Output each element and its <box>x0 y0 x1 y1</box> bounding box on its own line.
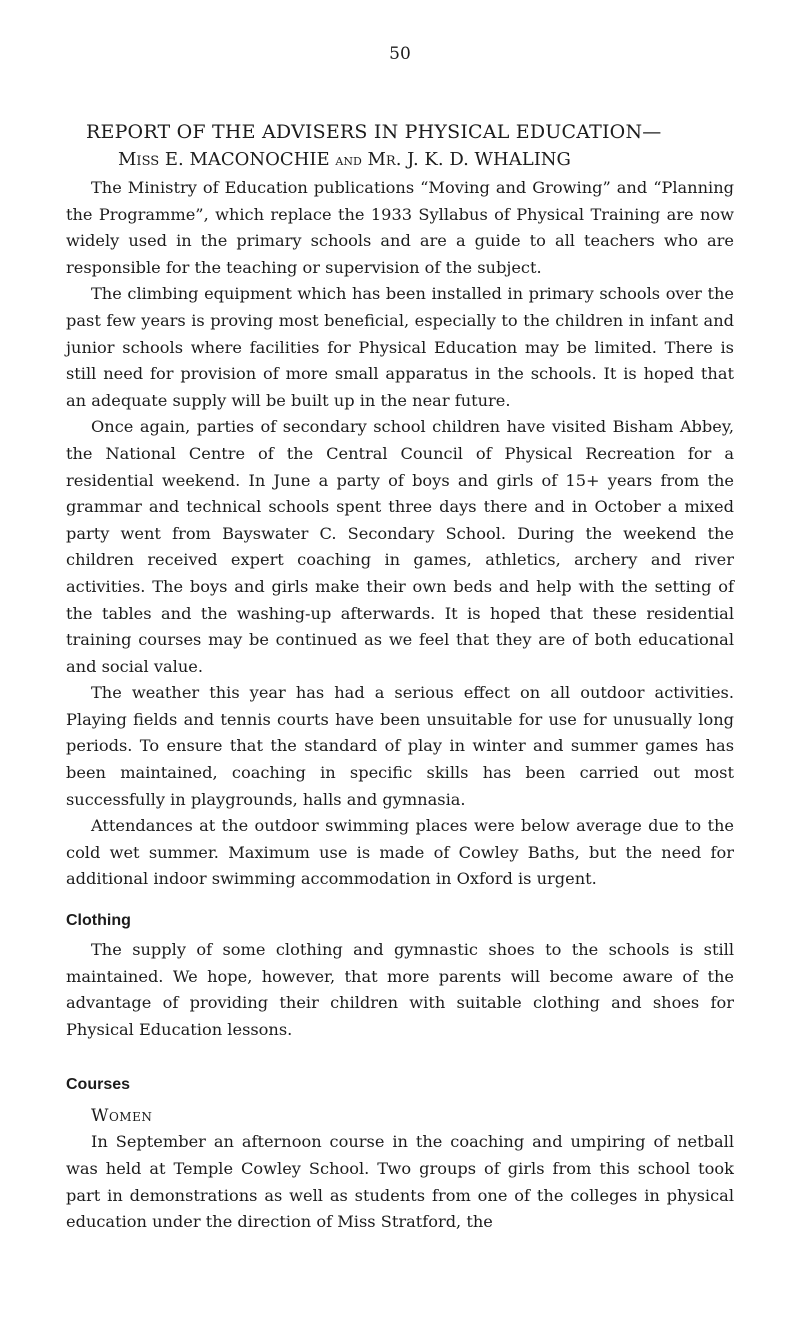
report-body <box>66 175 734 1236</box>
adviser-name-2: Mr. J. K. D. WHALING <box>367 149 571 170</box>
and-connector: and <box>335 151 362 169</box>
paragraph-bisham-abbey: Once again, parties of secondary school children have visited Bisham Abbey, the National Centre of the Central Council of Physical Recreation for a residential weekend. In June a party of boys and girls of 15+ years from the grammar and technical schools spent three days there and in October a mixed party went from Bayswater C. Secondary School. During the weekend the children received expert coaching in games, athletics, archery and river activities. The boys and girls make their own beds and help with the setting of the tables and the washing-up afterwards. It is hoped that these residential training courses may be continued as we feel that they are of both educational and social value. <box>66 417 734 676</box>
report-title <box>68 118 748 174</box>
paragraph-courses-women: In September an afternoon course in the coaching and umpiring of netball was held at Temple Cowley School. Two groups of girls from this school took part in demonstrations as well as students from one of the colleges in physical education under the direction of Miss Stratford, the <box>66 1132 734 1232</box>
paragraph-swimming: Attendances at the outdoor swimming places were below average due to the cold wet summer. Maximum use is made of Cowley Baths, but the need for additional indoor swimming accommodation in Oxford is urgent. <box>66 816 734 889</box>
page-number: 50 <box>389 44 411 64</box>
paragraph-climbing-equipment: The climbing equipment which has been installed in primary schools over the past few years is proving most beneficial, especially to the children in infant and junior schools where facilities for Physical Education may be limited. There is still need for provision of more small apparatus in the schools. It is hoped that an adequate supply will be built up in the near future. <box>66 284 734 410</box>
section-heading-clothing: Clothing <box>66 912 131 930</box>
paragraph-clothing: The supply of some clothing and gymnastic shoes to the schools is still maintained. We hope, however, that more parents will become aware of the advantage of providing their children with suitable clothing and shoes for Physical Education lessons. <box>66 940 734 1039</box>
paragraph-weather: The weather this year has had a serious effect on all outdoor activities. Playing fields and tennis courts have been unsuitable for use for unusually long periods. To ensure that the standard of play in winter and summer games has been maintained, coaching in specific skills has been carried out most successfully in playgrounds, halls and gymnasia. <box>66 683 734 809</box>
subheading-women: Women <box>91 1106 153 1127</box>
advisers-names <box>118 146 748 174</box>
paragraph-ministry-publications: The Ministry of Education publications “Moving and Growing” and “Planning the Programme”, which replace the 1933 Syllabus of Physical Training are now widely used in the primary schools and are a guide to all teachers who are responsible for the teaching or supervision of the subject. <box>66 178 734 277</box>
adviser-name-1: Miss E. MACONOCHIE <box>118 149 330 170</box>
section-heading-courses: Courses <box>66 1076 131 1094</box>
report-title-line: REPORT OF THE ADVISERS IN PHYSICAL EDUCATION— <box>86 121 662 143</box>
